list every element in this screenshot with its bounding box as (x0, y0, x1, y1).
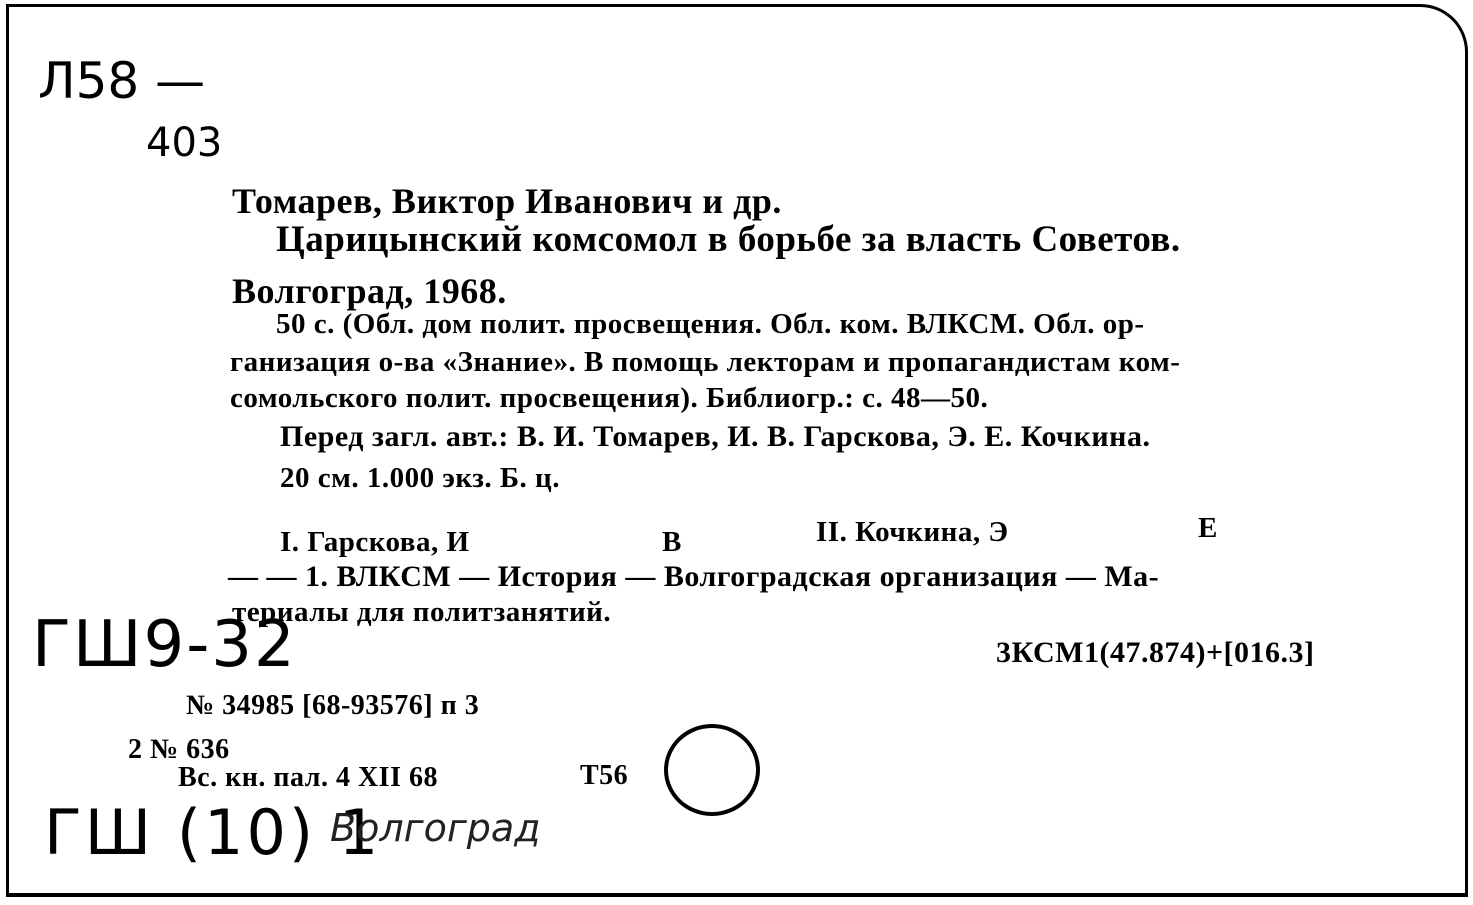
handwritten-top-sub: 403 (146, 120, 223, 166)
added-entry-1-initial: В (662, 526, 682, 558)
added-entry-1: I. Гарскова, И (280, 526, 470, 558)
handwritten-top-code: Л58 — (38, 52, 206, 110)
added-entry-2-initial: Е (1198, 512, 1218, 544)
description-line-2: ганизация о-ва «Знание». В помощь лекторам и пропагандистам ком- (230, 346, 1181, 378)
description-line-3: сомольского полит. просвещения). Библиогр.: с. 48—50. (230, 382, 989, 414)
title-line-2: Волгоград, 1968. (232, 271, 507, 311)
authors-line: Перед загл. авт.: В. И. Томарев, И. В. Гарскова, Э. Е. Кочкина. (280, 420, 1151, 453)
description-line-1: 50 с. (Обл. дом полит. просвещения. Обл. ком. ВЛКСМ. Обл. ор- (276, 308, 1145, 340)
subjects-line-2: териалы для политзанятий. (232, 596, 612, 628)
size-line: 20 см. 1.000 экз. Б. ц. (280, 462, 561, 494)
subjects-line-1: — — 1. ВЛКСМ — История — Волгоградская организация — Ма- (228, 560, 1160, 593)
title-line-1: Царицынский комсомол в борьбе за власть Советов. (276, 219, 1181, 260)
record-number-2: 2 № 636 (128, 734, 230, 765)
chamber-line: Вс. кн. пал. 4 XII 68 (178, 762, 438, 793)
record-number: № 34985 [68-93576] п 3 (186, 690, 480, 721)
handwritten-bottom-scrawl: Волгоград (330, 806, 541, 850)
handwritten-bottom-code: ГШ (10) 1 (44, 796, 382, 869)
main-heading: Томарев, Виктор Иванович и др. (232, 181, 782, 221)
added-entry-2: II. Кочкина, Э (816, 516, 1009, 548)
print-code: Т56 (580, 760, 629, 791)
classification-code: 3КСМ1(47.874)+[016.3] (996, 636, 1315, 669)
handwritten-middle-code: ГШ9-32 (32, 608, 297, 682)
circle-stamp (664, 724, 760, 816)
